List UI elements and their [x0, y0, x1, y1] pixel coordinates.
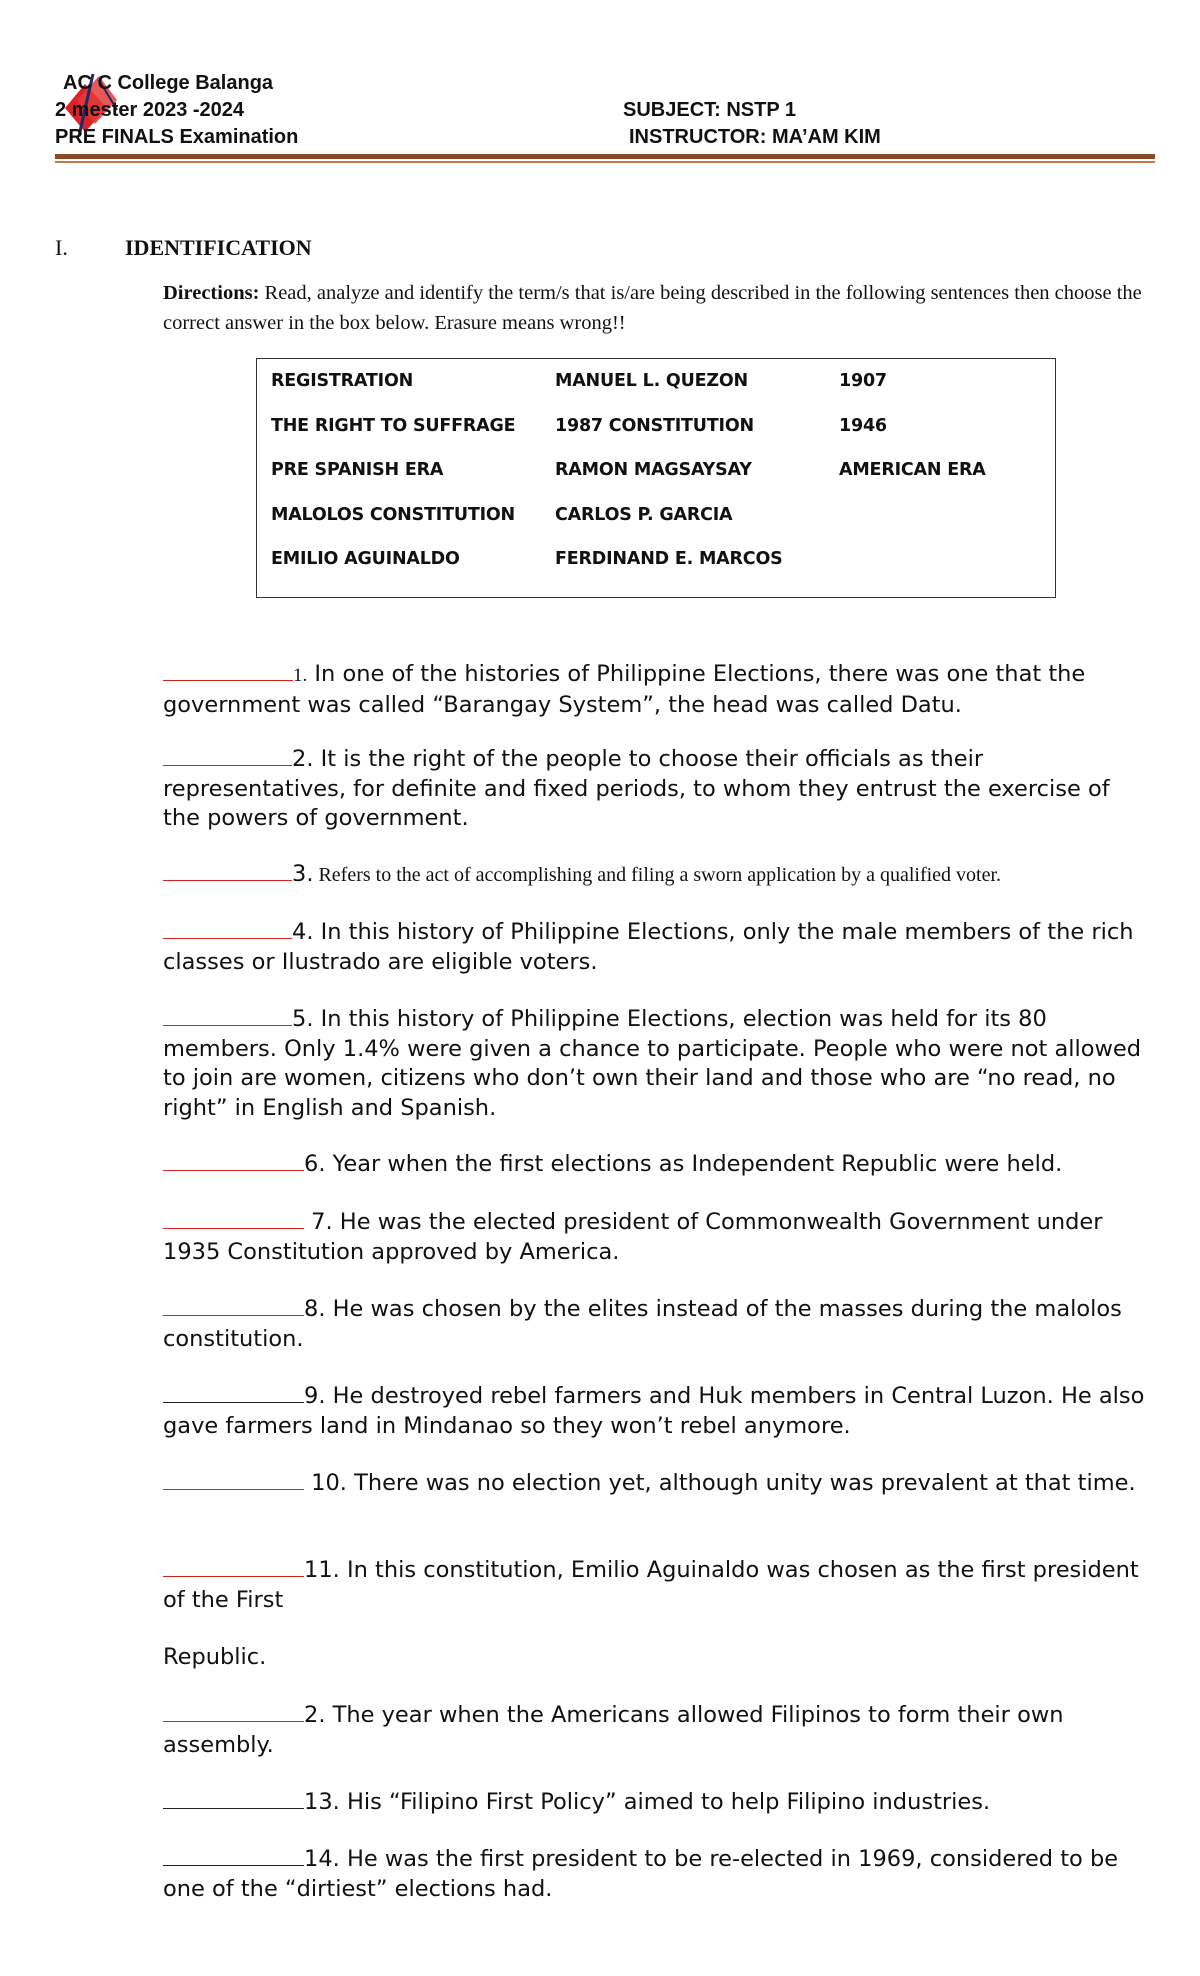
school-name: AC C College Balanga [63, 72, 274, 94]
question-item: 11. In this constitution, Emilio Aguinaldo was chosen as the first president of the First [163, 1557, 1139, 1613]
semester-label: 2 mester 2023 -2024 [55, 99, 245, 121]
question-item: 7. He was the elected president of Commonwealth Government under 1935 Constitution approved by America. [163, 1209, 1103, 1265]
choice-item: CARLOS P. GARCIA [555, 504, 733, 525]
question-item: 3. Refers to the act of accomplishing and filing a sworn application by a qualified voter. [163, 860, 1153, 891]
choice-item: MALOLOS CONSTITUTION [271, 504, 515, 525]
question-item: 13. His “Filipino First Policy” aimed to help Filipino industries. [163, 1788, 1153, 1818]
choice-item: MANUEL L. QUEZON [555, 371, 748, 391]
header-divider [55, 154, 1155, 159]
question-item: 5. In this history of Philippine Elections, election was held for its 80 members. Only 1.4% were given a chance to participate. People who were not allowed to join are women, citizens who don’t own their land and those who are “no read, no right” in English and Spanish. [163, 1006, 1142, 1121]
choice-item [839, 503, 1039, 548]
instructor-label: INSTRUCTOR: MA’AM KIM [629, 126, 881, 148]
section-number: I. [55, 235, 68, 260]
question-continuation: Republic. [163, 1644, 267, 1670]
answer-blank[interactable] [163, 1169, 304, 1171]
question-item: 2. It is the right of the people to choose their officials as their representatives, for definite and fixed periods, to whom they entrust the exercise of the powers of government. [163, 746, 1110, 831]
directions-paragraph [163, 278, 1153, 338]
directions-label: Directions: [163, 282, 260, 304]
question-item: 4. In this history of Philippine Elections, only the male members of the rich classes or Ilustrado are eligible voters. [163, 919, 1134, 975]
answer-blank[interactable] [163, 679, 293, 681]
choice-item: RAMON MAGSAYSAY [555, 460, 752, 480]
answer-blank[interactable] [163, 879, 292, 881]
choice-item: 1907 [839, 371, 887, 391]
choice-item: THE RIGHT TO SUFFRAGE [271, 415, 516, 436]
choice-item: FERDINAND E. MARCOS [555, 549, 783, 569]
answer-blank[interactable] [163, 1401, 304, 1403]
answer-choices-grid [271, 369, 1039, 592]
answer-blank[interactable] [163, 1720, 304, 1722]
answer-blank[interactable] [163, 1807, 304, 1809]
answer-blank[interactable] [163, 1864, 304, 1866]
choice-item: AMERICAN ERA [839, 460, 986, 480]
question-item: 8. He was chosen by the elites instead of the masses during the malolos constitution. [163, 1296, 1122, 1352]
exam-title: PRE FINALS Examination [55, 126, 299, 148]
choice-item: 1946 [839, 415, 887, 436]
answer-blank[interactable] [163, 764, 292, 766]
question-item: 14. He was the first president to be re-elected in 1969, considered to be one of the “dirtiest” elections had. [163, 1846, 1119, 1902]
choice-item: PRE SPANISH ERA [271, 460, 444, 480]
question-item: 1. In one of the histories of Philippine Elections, there was one that the government was called “Barangay System”, the head was called Datu. [163, 661, 1086, 718]
choice-item: 1987 CONSTITUTION [555, 415, 754, 436]
header-divider-thin [55, 161, 1155, 163]
answer-blank[interactable] [163, 1575, 304, 1577]
answer-blank[interactable] [163, 1314, 304, 1316]
question-item: 9. He destroyed rebel farmers and Huk members in Central Luzon. He also gave farmers land in Mindanao so they won’t rebel anymore. [163, 1383, 1145, 1439]
directions-text: Read, analyze and identify the term/s that is/are being described in the following sentences then choose the correct answer in the box below. Erasure means wrong!! [163, 282, 1142, 334]
answer-blank[interactable] [163, 937, 292, 939]
choice-item: REGISTRATION [271, 371, 414, 391]
question-item: 10. There was no election yet, although unity was prevalent at that time. [163, 1469, 1153, 1499]
question-item: 6. Year when the first elections as Independent Republic were held. [163, 1150, 1153, 1180]
answer-blank[interactable] [163, 1024, 292, 1026]
choice-item: EMILIO AGUINALDO [271, 549, 460, 569]
answer-blank[interactable] [163, 1227, 304, 1229]
answer-blank[interactable] [163, 1488, 304, 1490]
question-item: 2. The year when the Americans allowed Filipinos to form their own assembly. [163, 1702, 1064, 1758]
section-title: IDENTIFICATION [125, 235, 312, 260]
answer-choices-box [256, 358, 1056, 598]
subject-label: SUBJECT: NSTP 1 [623, 99, 797, 121]
